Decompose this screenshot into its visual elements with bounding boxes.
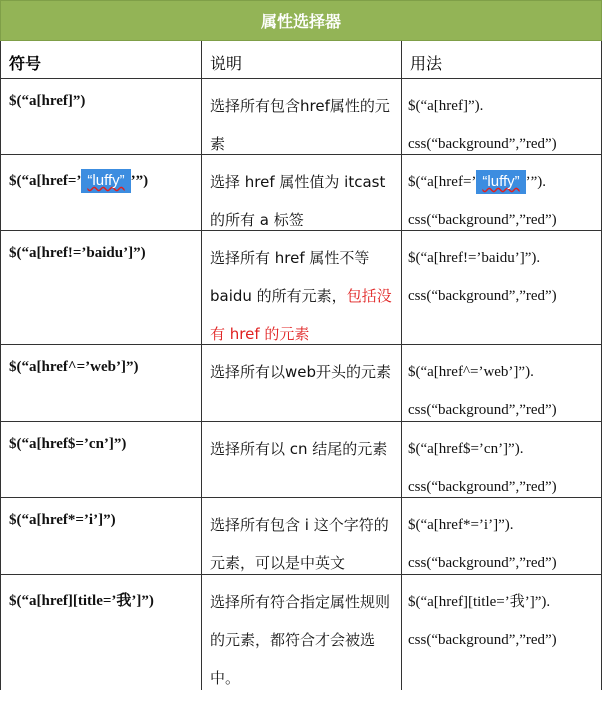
symbol-suffix: ’”) bbox=[130, 173, 149, 189]
desc-cell bbox=[201, 575, 401, 690]
symbol-cell bbox=[0, 79, 201, 155]
table-row bbox=[0, 575, 602, 690]
selected-text-highlight: “luffy” bbox=[81, 169, 130, 193]
table-row bbox=[0, 231, 602, 345]
table-row bbox=[0, 422, 602, 498]
usage-cell bbox=[401, 498, 602, 575]
usage-code bbox=[408, 430, 557, 506]
selector-symbol bbox=[9, 169, 148, 193]
usage-cell bbox=[401, 155, 602, 231]
usage-code bbox=[408, 506, 557, 582]
usage-line-1: $(“a[href]”). bbox=[408, 98, 484, 114]
desc-cell bbox=[201, 498, 401, 575]
desc-cell bbox=[201, 345, 401, 422]
table-row bbox=[0, 498, 602, 575]
usage-line-2: css(“background”,”red”) bbox=[408, 632, 557, 648]
usage-code bbox=[408, 87, 557, 163]
usage-prefix: $(“a[href=’ bbox=[408, 174, 477, 190]
usage-line-2: css(“background”,”red”) bbox=[408, 136, 557, 152]
usage-line-1: $(“a[href$=’cn’]”). bbox=[408, 441, 524, 457]
selector-description: 选择 href 属性值为 itcast 的所有 a 标签 bbox=[210, 173, 386, 229]
selector-symbol: $(“a[href!=’baidu’]”) bbox=[9, 245, 146, 261]
selector-symbol: $(“a[href$=’cn’]”) bbox=[9, 436, 127, 452]
usage-cell bbox=[401, 575, 602, 690]
usage-line-2: css(“background”,”red”) bbox=[408, 479, 557, 495]
usage-line-2: css(“background”,”red”) bbox=[408, 402, 557, 418]
desc-cell bbox=[201, 155, 401, 231]
header-usage-label: 用法 bbox=[410, 54, 443, 73]
header-cell-symbol bbox=[0, 41, 201, 79]
usage-code bbox=[408, 583, 557, 659]
symbol-cell bbox=[0, 575, 201, 690]
usage-line-1: $(“a[href^=’web’]”). bbox=[408, 364, 534, 380]
desc-cell bbox=[201, 231, 401, 345]
symbol-prefix: $(“a[href=’ bbox=[9, 173, 82, 189]
header-cell-usage bbox=[401, 41, 602, 79]
emphasis-text: 包括没有 href 的元素 bbox=[210, 287, 392, 343]
description-text: 选择所有 href 属性不等 baidu 的所有元素， bbox=[210, 249, 370, 305]
symbol-cell bbox=[0, 422, 201, 498]
usage-cell bbox=[401, 422, 602, 498]
table-row bbox=[0, 79, 602, 155]
usage-line-1 bbox=[408, 163, 557, 201]
usage-cell bbox=[401, 79, 602, 155]
header-desc-label: 说明 bbox=[210, 54, 243, 73]
selector-description: 选择所有包含href属性的元素 bbox=[210, 97, 390, 153]
selector-symbol: $(“a[href]”) bbox=[9, 93, 86, 109]
usage-code bbox=[408, 239, 557, 315]
table-header-row bbox=[0, 41, 602, 79]
usage-line-2: css(“background”,”red”) bbox=[408, 288, 557, 304]
desc-cell bbox=[201, 422, 401, 498]
selector-symbol: $(“a[href][title=’我’]”) bbox=[9, 593, 154, 609]
table-row bbox=[0, 345, 602, 422]
usage-line-2: css(“background”,”red”) bbox=[408, 555, 557, 571]
selector-description: 选择所有以 cn 结尾的元素 bbox=[210, 440, 388, 458]
symbol-cell bbox=[0, 498, 201, 575]
usage-line-1: $(“a[href*=’i’]”). bbox=[408, 517, 514, 533]
selector-description: 选择所有以web开头的元素 bbox=[210, 363, 392, 381]
selector-symbol: $(“a[href*=’i’]”) bbox=[9, 512, 116, 528]
usage-line-1: $(“a[href!=’baidu’]”). bbox=[408, 250, 541, 266]
table-title: 属性选择器 bbox=[0, 0, 602, 41]
usage-code bbox=[408, 353, 557, 429]
usage-cell bbox=[401, 345, 602, 422]
selected-text-highlight: “luffy” bbox=[476, 170, 525, 194]
selector-symbol: $(“a[href^=’web’]”) bbox=[9, 359, 139, 375]
selector-description bbox=[210, 239, 397, 353]
usage-line-1: $(“a[href][title=’我’]”). bbox=[408, 594, 551, 610]
header-cell-desc bbox=[201, 41, 401, 79]
symbol-cell bbox=[0, 345, 201, 422]
header-symbol-label: 符号 bbox=[9, 54, 42, 73]
selector-description: 选择所有包含 i 这个字符的元素，可以是中英文 bbox=[210, 516, 389, 572]
desc-cell bbox=[201, 79, 401, 155]
usage-suffix: ’”). bbox=[525, 174, 547, 190]
symbol-cell bbox=[0, 155, 201, 231]
table-row bbox=[0, 155, 602, 231]
symbol-cell bbox=[0, 231, 201, 345]
selector-description: 选择所有符合指定属性规则的元素，都符合才会被选中。 bbox=[210, 593, 391, 687]
usage-cell bbox=[401, 231, 602, 345]
usage-line-2: css(“background”,”red”) bbox=[408, 212, 557, 228]
usage-code bbox=[408, 163, 557, 239]
